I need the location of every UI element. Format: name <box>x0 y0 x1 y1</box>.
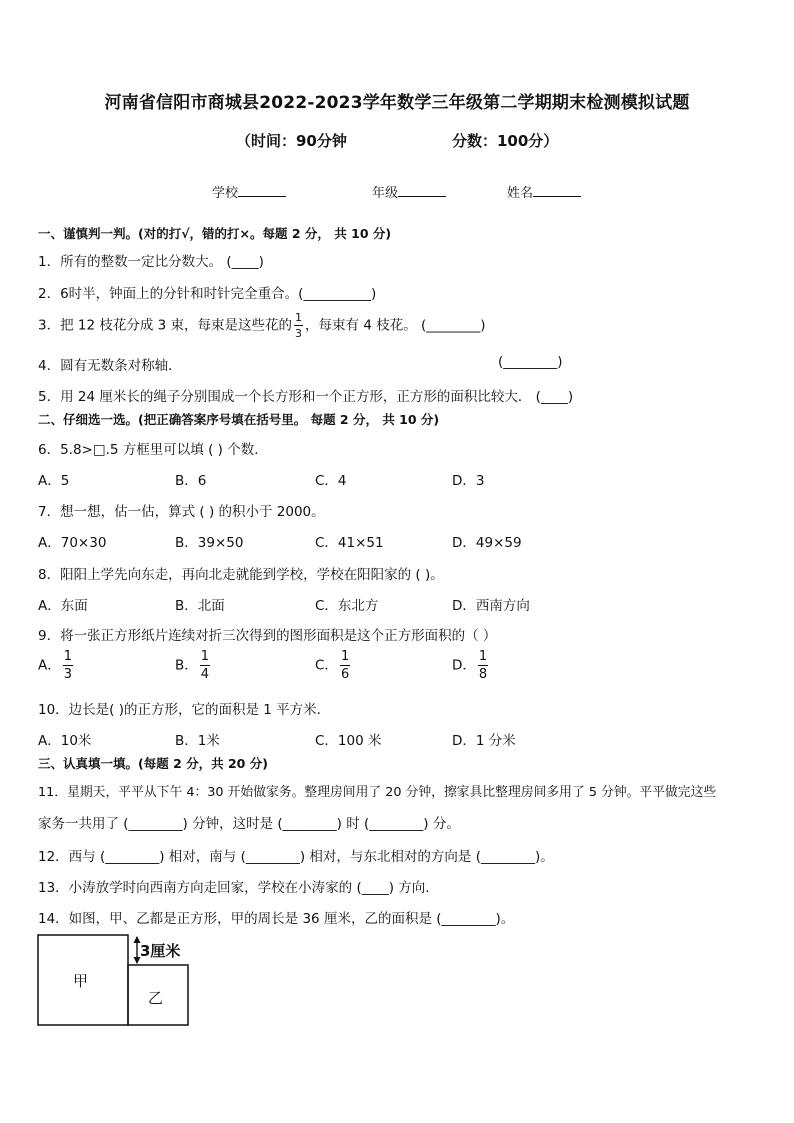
q9-option-b-letter: B． <box>175 657 198 674</box>
q9-option-b-fraction <box>200 650 210 681</box>
exam-score: 分数：100分） <box>452 132 559 150</box>
page-title: 河南省信阳市商城县2022-2023学年数学三年级第二学期期末检测模拟试题 <box>104 93 690 113</box>
q6-option-d: D．3 <box>452 473 485 489</box>
squares-figure <box>36 932 196 1028</box>
fraction-denominator: 4 <box>200 667 210 682</box>
q10-option-d: D．1 分米 <box>452 733 516 749</box>
q7-option-b: B．39×50 <box>175 535 244 551</box>
q9-option-d-fraction <box>478 650 488 681</box>
question-12: 12．西与 (________) 相对，南与 (________) 相对，与东北相对的方向是 (________)。 <box>38 849 554 865</box>
grade-blank[interactable] <box>398 184 446 197</box>
question-3 <box>38 312 486 339</box>
q6-option-c: C．4 <box>315 473 347 489</box>
fraction-denominator: 8 <box>478 667 488 682</box>
q8-option-b: B．北面 <box>175 598 225 614</box>
grade-field <box>372 182 446 201</box>
question-5: 5．用 24 厘米长的绳子分别围成一个长方形和一个正方形，正方形的面积比较大． (____) <box>38 389 574 405</box>
fraction-denominator: 6 <box>340 667 350 682</box>
fraction-numerator: 1 <box>63 649 73 664</box>
school-blank[interactable] <box>238 184 286 197</box>
question-3-text-b: ，每束有 4 枝花。 (________) <box>305 317 486 334</box>
question-1: 1．所有的整数一定比分数大。 (____) <box>38 254 264 270</box>
q9-option-d-letter: D． <box>452 657 476 674</box>
question-7: 7．想一想，估一估，算式 ( ) 的积小于 2000。 <box>38 504 325 520</box>
q9-option-a-fraction <box>63 650 73 681</box>
school-label: 学校 <box>212 186 239 201</box>
q7-option-a: A．70×30 <box>38 535 107 551</box>
question-2: 2．6时半，钟面上的分针和时针完全重合。(__________) <box>38 286 377 302</box>
fraction-numerator: 1 <box>340 649 350 664</box>
section-1-heading: 一、谨慎判一判。(对的打√，错的打×。每题 2 分， 共 10 分) <box>38 226 392 241</box>
question-3-text-a: 3．把 12 枝花分成 3 束，每束是这些花的 <box>38 317 293 334</box>
question-11-line-2: 家务一共用了 (________) 分钟，这时是 (________) 时 (________) 分。 <box>38 816 460 832</box>
q7-option-c: C．41×51 <box>315 535 384 551</box>
question-9: 9．将一张正方形纸片连续对折三次得到的图形面积是这个正方形面积的（ ） <box>38 628 497 644</box>
section-2-heading: 二、仔细选一选。(把正确答案序号填在括号里。 每题 2 分， 共 10 分) <box>38 412 440 427</box>
school-field <box>212 182 286 201</box>
q9-option-b <box>175 650 212 681</box>
q9-option-a <box>38 650 75 681</box>
q8-option-a: A．东面 <box>38 598 88 614</box>
question-8: 8．阳阳上学先向东走，再向北走就能到学校，学校在阳阳家的 ( )。 <box>38 567 444 583</box>
name-label: 姓名 <box>507 186 534 201</box>
q9-option-d <box>452 650 490 681</box>
q8-option-c: C．东北方 <box>315 598 379 614</box>
question-13: 13．小涛放学时向西南方向走回家，学校在小涛家的 (____) 方向. <box>38 880 430 896</box>
q10-option-b: B．1米 <box>175 733 220 749</box>
question-10: 10．边长是( )的正方形，它的面积是 1 平方米． <box>38 702 331 718</box>
dimension-label: 3厘米 <box>140 942 181 960</box>
fraction-numerator: 1 <box>200 649 210 664</box>
q9-option-c-letter: C． <box>315 657 338 674</box>
fraction-one-third <box>294 312 303 339</box>
q6-option-b: B．6 <box>175 473 207 489</box>
q9-option-a-letter: A． <box>38 657 61 674</box>
q9-option-c <box>315 650 352 681</box>
question-11-line-1: 11．星期天，平平从下午 4：30 开始做家务。整理房间用了 20 分钟，擦家具比整理房间多用了 5 分钟。平平做完这些 <box>38 785 717 800</box>
q6-option-a: A．5 <box>38 473 70 489</box>
question-6: 6．5.8>□.5 方框里可以填 ( ) 个数． <box>38 442 268 458</box>
question-4-blank: (________) <box>498 354 563 370</box>
label-yi: 乙 <box>148 989 164 1007</box>
q9-option-c-fraction <box>340 650 350 681</box>
fraction-denominator: 3 <box>295 327 303 340</box>
question-4: 4．圆有无数条对称轴． <box>38 358 182 374</box>
exam-time: （时间：90分钟 <box>236 132 347 150</box>
name-blank[interactable] <box>533 184 581 197</box>
q10-option-c: C．100 米 <box>315 733 382 749</box>
section-3-heading: 三、认真填一填。(每题 2 分，共 20 分) <box>38 756 268 771</box>
fraction-numerator: 1 <box>478 649 488 664</box>
name-field <box>507 182 581 201</box>
q8-option-d: D．西南方向 <box>452 598 530 614</box>
grade-label: 年级 <box>372 186 399 201</box>
q7-option-d: D．49×59 <box>452 535 522 551</box>
fraction-denominator: 3 <box>63 667 73 682</box>
question-14: 14．如图，甲、乙都是正方形，甲的周长是 36 厘米，乙的面积是 (________)。 <box>38 911 515 927</box>
q10-option-a: A．10米 <box>38 733 92 749</box>
fraction-numerator: 1 <box>295 311 303 324</box>
label-jia: 甲 <box>73 972 89 990</box>
